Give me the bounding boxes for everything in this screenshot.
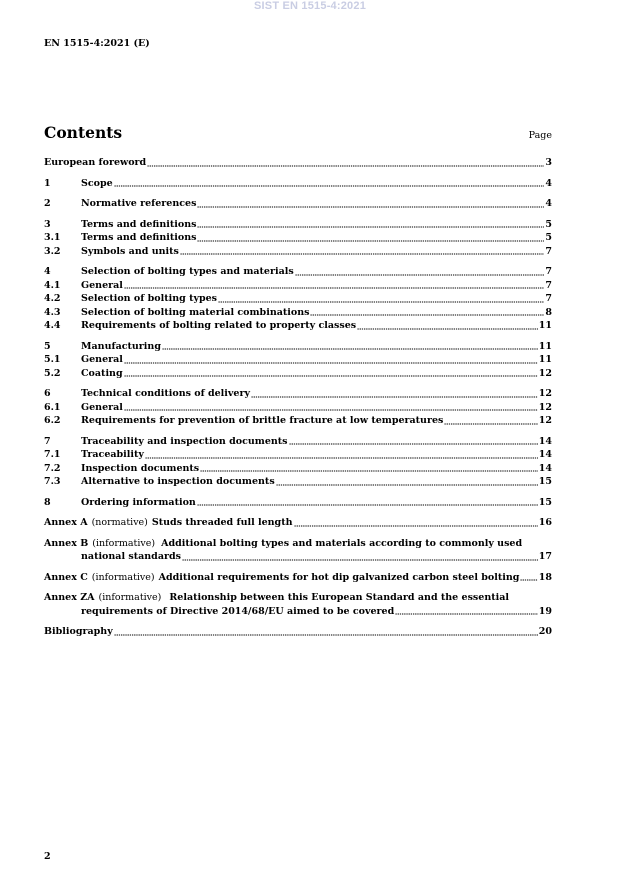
toc-entry-number: 7.2 (44, 462, 61, 474)
toc-entry-annex-c[interactable] (44, 571, 552, 585)
toc-entry-7[interactable] (44, 435, 552, 449)
contents-title: Contents (44, 123, 123, 142)
toc-entry-page: 4 (545, 198, 552, 209)
toc-entry-7-3[interactable] (44, 475, 552, 489)
dot-leader (395, 613, 538, 615)
dot-leader (162, 348, 538, 350)
toc-entry-title: General (81, 279, 123, 291)
dot-leader (251, 396, 538, 398)
toc-entry-page: 15 (538, 496, 552, 508)
toc-entry-annex-za[interactable] (44, 591, 552, 618)
toc-entry-page: 12 (538, 367, 552, 379)
annex-label: Annex A (44, 517, 88, 528)
dot-leader (357, 328, 538, 330)
toc-entry-title: Inspection documents (81, 462, 200, 474)
toc-entry-title: Traceability and inspection documents (81, 435, 288, 447)
toc-entry-page: 7 (545, 293, 552, 304)
watermark: SIST EN 1515-4:2021 (253, 0, 367, 12)
toc-entry-page: 12 (538, 401, 552, 413)
toc-entry-page: 7 (545, 279, 552, 291)
dot-leader (145, 457, 538, 459)
toc-entry-title: General (81, 401, 123, 413)
toc-entry-page: 3 (545, 157, 552, 168)
dot-leader (218, 301, 544, 303)
toc-entry-title: Terms and definitions (81, 232, 197, 243)
annex-kind: (informative) (92, 537, 156, 549)
toc-entry-page: 7 (545, 245, 552, 257)
toc-entry-page: 4 (545, 177, 552, 189)
toc-entry-5-1[interactable] (44, 353, 552, 367)
annex-kind: (informative) (91, 571, 155, 583)
annex-label: Annex B (44, 537, 89, 549)
toc-entry-page: 17 (538, 551, 552, 562)
toc-entry-page: 5 (545, 232, 552, 243)
toc-entry-number: 1 (44, 177, 51, 189)
toc-entry-title: Scope (81, 177, 113, 189)
toc-entry-6-1[interactable] (44, 401, 552, 415)
document-code: EN 1515-4:2021 (E) (44, 38, 150, 49)
toc-entry-number: 4.4 (44, 320, 61, 331)
toc-entry-page: 18 (538, 571, 552, 583)
dot-leader (295, 274, 545, 276)
toc-entry-number: 2 (44, 198, 51, 209)
toc-entry-number: 5 (44, 340, 51, 352)
dot-leader (200, 470, 538, 472)
toc-entry-title-line2: national standards (81, 551, 181, 562)
toc-entry-7-2[interactable] (44, 462, 552, 476)
toc-entry-title: General (81, 354, 123, 365)
toc-entry-number: 3.1 (44, 232, 61, 243)
toc-entry-6-2[interactable] (44, 414, 552, 428)
toc-entry-title: Requirements of bolting related to property classes (81, 320, 357, 331)
toc-entry-title: Symbols and units (81, 245, 179, 257)
dot-leader (124, 362, 538, 364)
toc-entry-title: Alternative to inspection documents (81, 476, 275, 487)
toc-entry-title: Selection of bolting material combinations (81, 306, 310, 318)
annex-label: Annex C (44, 571, 88, 583)
toc-entry-page: 12 (538, 415, 552, 426)
toc-entry-number: 4.3 (44, 306, 61, 318)
dot-leader (180, 253, 545, 255)
toc-entry-page: 19 (538, 605, 552, 617)
toc-entry-annex-a[interactable] (44, 516, 552, 530)
dot-leader (124, 409, 538, 411)
dot-leader (276, 484, 538, 486)
toc-entry-title: European foreword (44, 157, 147, 168)
toc-entry-4-2[interactable] (44, 292, 552, 306)
toc-entry-page: 11 (538, 354, 552, 365)
toc-entry-number: 3 (44, 218, 51, 230)
toc-entry-number: 7.3 (44, 476, 61, 487)
toc-entry-title: Bibliography (44, 626, 113, 637)
toc-entry-page: 11 (538, 320, 552, 331)
annex-label: Annex ZA (44, 592, 95, 603)
toc-entry-number: 5.1 (44, 354, 61, 365)
toc-entry-page: 11 (538, 340, 552, 352)
toc-entry-bibliography[interactable] (44, 625, 552, 639)
toc-entry-number: 6 (44, 388, 51, 399)
toc-entry-1[interactable] (44, 177, 552, 191)
dot-leader (197, 226, 544, 228)
toc-entry-page: 7 (545, 266, 552, 277)
toc-entry-number: 7.1 (44, 449, 61, 460)
toc-entry-page: 15 (538, 476, 552, 487)
page-column-label: Page (528, 130, 552, 141)
toc-entry-5[interactable] (44, 340, 552, 354)
toc-entry-page: 14 (538, 435, 552, 447)
toc-entry-2[interactable] (44, 197, 552, 211)
toc-entry-title: Requirements for prevention of brittle fracture at low temperatures (81, 415, 444, 426)
toc-entry-title: Selection of bolting types and materials (81, 266, 294, 277)
toc-entry-page: 5 (545, 218, 552, 230)
toc-entry-title: Coating (81, 367, 123, 379)
toc-entry-page: 14 (538, 449, 552, 460)
annex-kind: (normative) (91, 517, 148, 528)
toc-entry-page: 12 (538, 388, 552, 399)
dot-leader (182, 559, 538, 561)
toc-entry-annex-b[interactable] (44, 537, 552, 564)
toc-entry-title: Traceability (81, 449, 144, 460)
toc-entry-6[interactable] (44, 387, 552, 401)
toc-entry-7-1[interactable] (44, 448, 552, 462)
toc-entry-number: 4.2 (44, 293, 61, 304)
toc-entry-title: Ordering information (81, 496, 196, 508)
dot-leader (114, 634, 538, 636)
toc-entry-number: 4.1 (44, 279, 61, 291)
page-number: 2 (44, 851, 51, 862)
toc-entry-3-2[interactable] (44, 245, 552, 259)
dot-leader (147, 165, 544, 167)
annex-kind: (informative) (98, 592, 162, 603)
dot-leader (197, 240, 544, 242)
toc-entry-4-3[interactable] (44, 306, 552, 320)
toc-entry-foreword[interactable] (44, 156, 552, 170)
toc-entry-number: 6.2 (44, 415, 61, 426)
toc-entry-page: 20 (538, 626, 552, 637)
toc-entry-number: 8 (44, 496, 51, 508)
toc-entry-title: Studs threaded full length (151, 517, 293, 528)
dot-leader (124, 287, 544, 289)
toc-entry-4[interactable] (44, 265, 552, 279)
dot-leader (444, 423, 537, 425)
dot-leader (294, 525, 538, 527)
toc-entry-4-1[interactable] (44, 279, 552, 293)
toc-entry-title-line1: Additional bolting types and materials according to commonly used (161, 537, 523, 549)
dot-leader (114, 185, 545, 187)
toc-entry-8[interactable] (44, 496, 552, 510)
dot-leader (197, 504, 538, 506)
toc-entry-title-line1: Relationship between this European Standard and the essential (169, 592, 509, 603)
toc-entry-number: 5.2 (44, 367, 61, 379)
toc-entry-number: 4 (44, 266, 51, 277)
toc-entry-4-4[interactable] (44, 319, 552, 333)
toc-entry-number: 7 (44, 435, 51, 447)
toc-entry-title: Technical conditions of delivery (81, 388, 250, 399)
dot-leader (520, 579, 537, 581)
contents-header (44, 122, 552, 142)
toc-entry-page: 8 (545, 306, 552, 318)
toc-entry-title: Terms and definitions (81, 218, 197, 230)
dot-leader (197, 206, 544, 208)
toc-entry-number: 6.1 (44, 401, 61, 413)
toc-entry-title: Selection of bolting types (81, 293, 218, 304)
toc-entry-number: 3.2 (44, 245, 61, 257)
dot-leader (124, 375, 538, 377)
dot-leader (289, 443, 538, 445)
toc-entry-3-1[interactable] (44, 231, 552, 245)
toc-entry-3[interactable] (44, 218, 552, 232)
toc-entry-page: 16 (538, 517, 552, 528)
toc-entry-page: 14 (538, 462, 552, 474)
dot-leader (310, 314, 544, 316)
toc-entry-title: Manufacturing (81, 340, 161, 352)
toc-entry-title-line2: requirements of Directive 2014/68/EU aimed to be covered (81, 605, 395, 617)
table-of-contents (44, 156, 552, 639)
toc-entry-title: Normative references (81, 198, 197, 209)
toc-entry-5-2[interactable] (44, 367, 552, 381)
toc-entry-title: Additional requirements for hot dip galvanized carbon steel bolting (158, 571, 520, 583)
